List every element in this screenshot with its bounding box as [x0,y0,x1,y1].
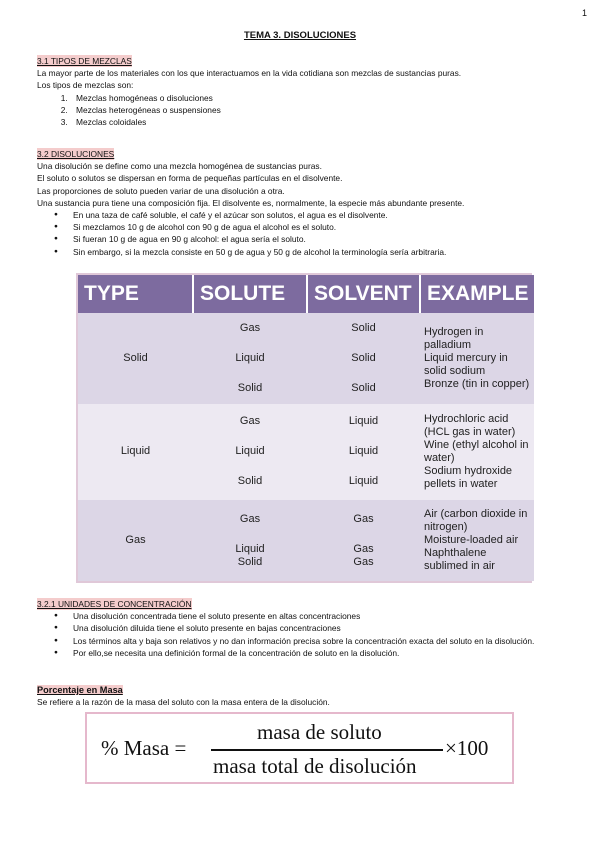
solute-cell: Gas Liquid Solid [193,500,307,581]
solvent-cell: Solid Solid Solid [307,313,420,404]
formula-denominator: masa total de disolución [213,754,417,778]
paragraph: El soluto o solutos se dispersan en forma de pequeñas partículas en el disolvente. [37,173,343,184]
list-item: ● Si mezclamos 10 g de alcohol con 90 g de agua el alcohol es el soluto. [63,221,577,233]
paragraph: Una sustancia pura tiene una composición fija. El disolvente es, normalmente, la especie más abundante presente. [37,197,465,208]
table-row [78,404,534,501]
section-disoluciones [37,148,577,258]
type-cell: Solid [78,313,193,404]
section-heading: 3.2.1 UNIDADES DE CONCENTRACIÓN [37,599,192,609]
column-header: SOLVENT [307,275,420,313]
formula-left: % Masa = [101,736,187,760]
list-item: ● Una disolución concentrada tiene el soluto presente en altas concentraciones [63,610,577,622]
section-unidades-concentracion [37,598,577,659]
mass-percent-formula [85,712,514,784]
list-item: ● Por ello,se necesita una definición formal de la concentración de soluto en la disolución. [63,647,577,659]
formula-numerator: masa de soluto [257,720,382,744]
type-cell: Gas [78,500,193,581]
list-item: ● Sin embargo, si la mezcla consiste en 50 g de agua y 50 g de alcohol la terminología sería arbitraria. [63,246,577,258]
list-item: 2. Mezclas heterogéneas o suspensiones [70,104,577,116]
list-item: ● Los términos alta y baja son relativos y no dan información precisa sobre la concentración exacta del soluto en la disolución. [63,635,577,647]
list-item: ● Si fueran 10 g de agua en 90 g alcohol: el agua sería el soluto. [63,233,577,245]
list-item: ● Una disolución diluida tiene el soluto presente en bajas concentraciones [63,622,577,634]
paragraph: Una disolución se define como una mezcla homogénea de sustancias puras. [37,161,322,172]
type-cell: Liquid [78,404,193,501]
section-porcentaje-masa [37,684,577,708]
paragraph: Los tipos de mezclas son: [37,80,134,91]
solute-cell: Gas Liquid Solid [193,313,307,404]
column-header: EXAMPLE [420,275,534,313]
table-row [78,500,534,581]
solute-cell: Gas Liquid Solid [193,404,307,501]
examples-list [37,209,577,258]
section-tipos-mezclas [37,55,577,128]
page-title: TEMA 3. DISOLUCIONES [243,30,357,41]
list-item: 3. Mezclas coloidales [70,116,577,128]
example-cell: Air (carbon dioxide in nitrogen) Moisture-loaded air Naphthalene sublimed in air [420,500,534,581]
solvent-cell: Liquid Liquid Liquid [307,404,420,501]
paragraph: Se refiere a la razón de la masa del soluto con la masa entera de la disolución. [37,697,330,708]
concentration-list [37,610,577,659]
solvent-cell: Gas Gas Gas [307,500,420,581]
section-heading: 3.1 TIPOS DE MEZCLAS [37,56,132,66]
paragraph: Las proporciones de soluto pueden variar de una disolución a otra. [37,185,285,196]
subsection-heading: Porcentaje en Masa [37,685,123,695]
table-row [78,313,534,404]
column-header: TYPE [78,275,193,313]
fraction-bar [211,749,443,751]
column-header: SOLUTE [193,275,307,313]
section-heading: 3.2 DISOLUCIONES [37,149,115,159]
formula-right: ×100 [445,736,489,760]
list-item: 1. Mezclas homogéneas o disoluciones [70,92,577,104]
page-number: 1 [581,8,587,18]
example-cell: Hydrogen in palladium Liquid mercury in solid sodium Bronze (tin in copper) [420,313,534,404]
list-item: ● En una taza de café soluble, el café y el azúcar son solutos, el agua es el disolvente. [63,209,577,221]
example-cell: Hydrochloric acid (HCL gas in water) Wine (ethyl alcohol in water) Sodium hydroxide pellets in water [420,404,534,501]
mixture-types-list [37,92,577,129]
solutions-table [76,273,532,583]
paragraph: La mayor parte de los materiales con los que interactuamos en la vida cotidiana son mezclas de sustancias puras. [37,68,462,79]
